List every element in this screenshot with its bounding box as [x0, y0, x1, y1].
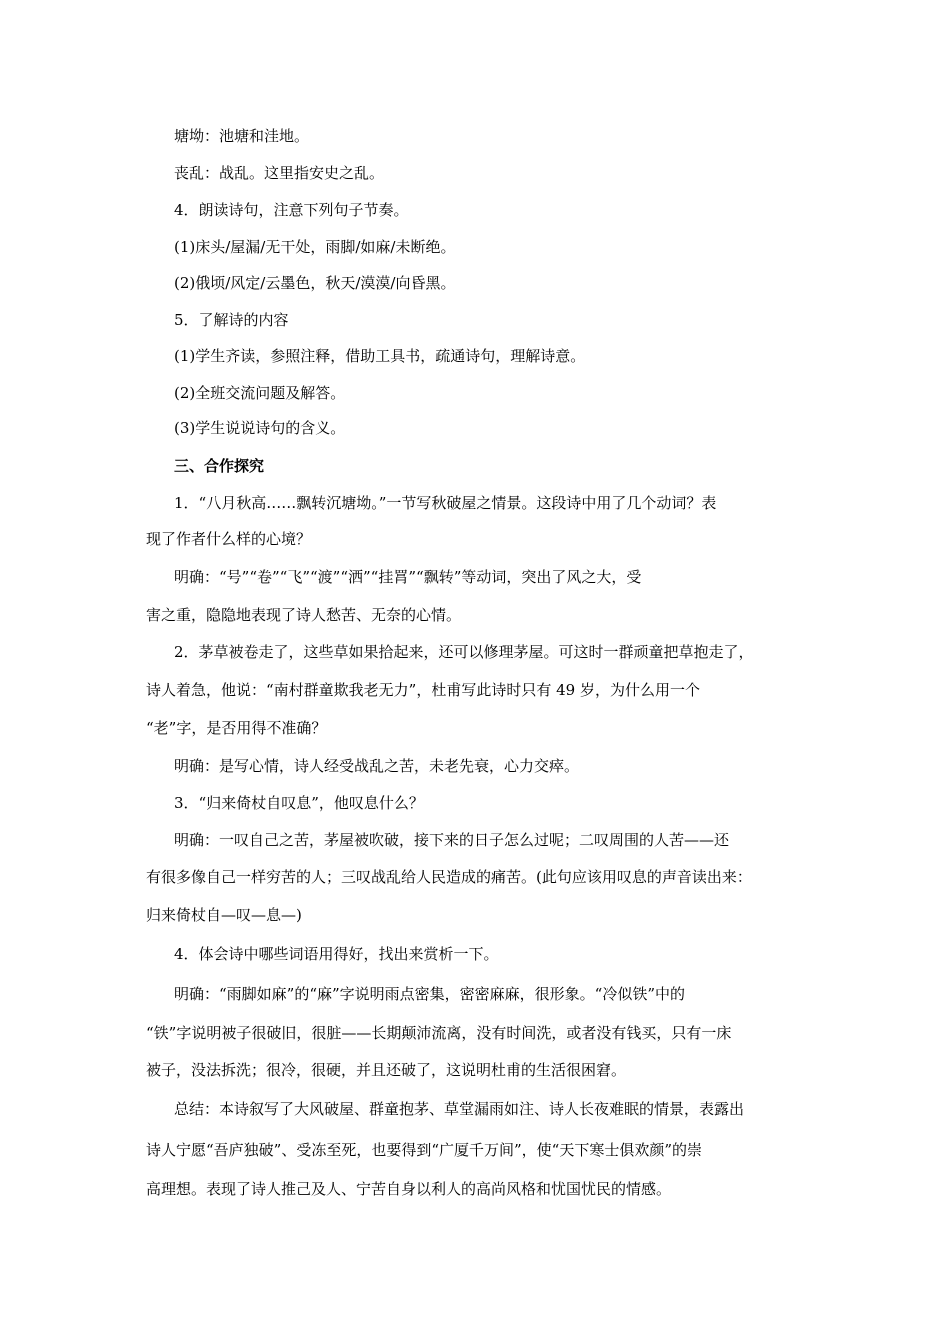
answer-2: 明确：是写心情，诗人经受战乱之苦，未老先衰，心力交瘁。 — [174, 757, 580, 775]
question-4: 4．体会诗中哪些词语用得好，找出来赏析一下。 — [174, 945, 499, 963]
step-5-item-2: (2)全班交流问题及解答。 — [174, 384, 346, 402]
answer-4-line-3: 被子，没法拆洗；很冷，很硬，并且还破了，这说明杜甫的生活很困窘。 — [146, 1061, 627, 1079]
answer-4-line-1: 明确：“雨脚如麻”的“麻”字说明雨点密集，密密麻麻，很形象。“冷似铁”中的 — [174, 985, 686, 1003]
definition-sangluan: 丧乱：战乱。这里指安史之乱。 — [174, 164, 385, 182]
rhythm-line-2: (2)俄顷/风定/云墨色，秋天/漠漠/向昏黑。 — [174, 274, 456, 292]
summary-line-1: 总结：本诗叙写了大风破屋、群童抱茅、草堂漏雨如注、诗人长夜难眠的情景，表露出 — [174, 1100, 745, 1118]
question-2-line-2: 诗人着急，他说：“南村群童欺我老无力”，杜甫写此诗时只有 49 岁，为什么用一个 — [146, 681, 700, 699]
answer-4-line-2: “铁”字说明被子很破旧，很脏——长期颠沛流离，没有时间洗，或者没有钱买，只有一床 — [146, 1024, 732, 1042]
rhythm-line-1: (1)床头/屋漏/无干处，雨脚/如麻/未断绝。 — [174, 238, 456, 256]
answer-1-line-2: 害之重，隐隐地表现了诗人愁苦、无奈的心情。 — [146, 606, 462, 624]
answer-3-line-3: 归来倚杖自—叹—息—) — [146, 906, 302, 924]
question-1-line-2: 现了作者什么样的心境？ — [146, 530, 312, 548]
question-2-line-1: 2．茅草被卷走了，这些草如果拾起来，还可以修理茅屋。可这时一群顽童把草抱走了， — [174, 643, 754, 661]
question-3: 3．“归来倚杖自叹息”，他叹息什么？ — [174, 794, 424, 812]
question-1-line-1: 1．“八月秋高……飘转沉塘坳。”一节写秋破屋之情景。这段诗中用了几个动词？表 — [174, 494, 717, 512]
step-5-heading: 5．了解诗的内容 — [174, 311, 289, 329]
summary-line-2: 诗人宁愿“吾庐独破”、受冻至死，也要得到“广厦千万间”，使“天下寒士俱欢颜”的崇 — [146, 1141, 703, 1159]
answer-3-line-1: 明确：一叹自己之苦，茅屋被吹破，接下来的日子怎么过呢；二叹周围的人苦——还 — [174, 831, 730, 849]
answer-3-line-2: 有很多像自己一样穷苦的人；三叹战乱给人民造成的痛苦。(此句应该用叹息的声音读出来： — [146, 868, 752, 886]
definition-tangao: 塘坳：池塘和洼地。 — [174, 127, 310, 145]
section-3-heading: 三、合作探究 — [174, 457, 265, 475]
step-5-item-1: (1)学生齐读，参照注释，借助工具书，疏通诗句，理解诗意。 — [174, 347, 586, 365]
step-5-item-3: (3)学生说说诗句的含义。 — [174, 419, 346, 437]
question-2-line-3: “老”字，是否用得不准确？ — [146, 719, 327, 737]
answer-1-line-1: 明确：“号”“卷”“飞”“渡”“洒”“挂罥”“飘转”等动词，突出了风之大，受 — [174, 568, 642, 586]
summary-line-3: 高理想。表现了诗人推己及人、宁苦自身以利人的高尚风格和忧国忧民的情感。 — [146, 1180, 672, 1198]
step-4-heading: 4．朗读诗句，注意下列句子节奏。 — [174, 201, 409, 219]
